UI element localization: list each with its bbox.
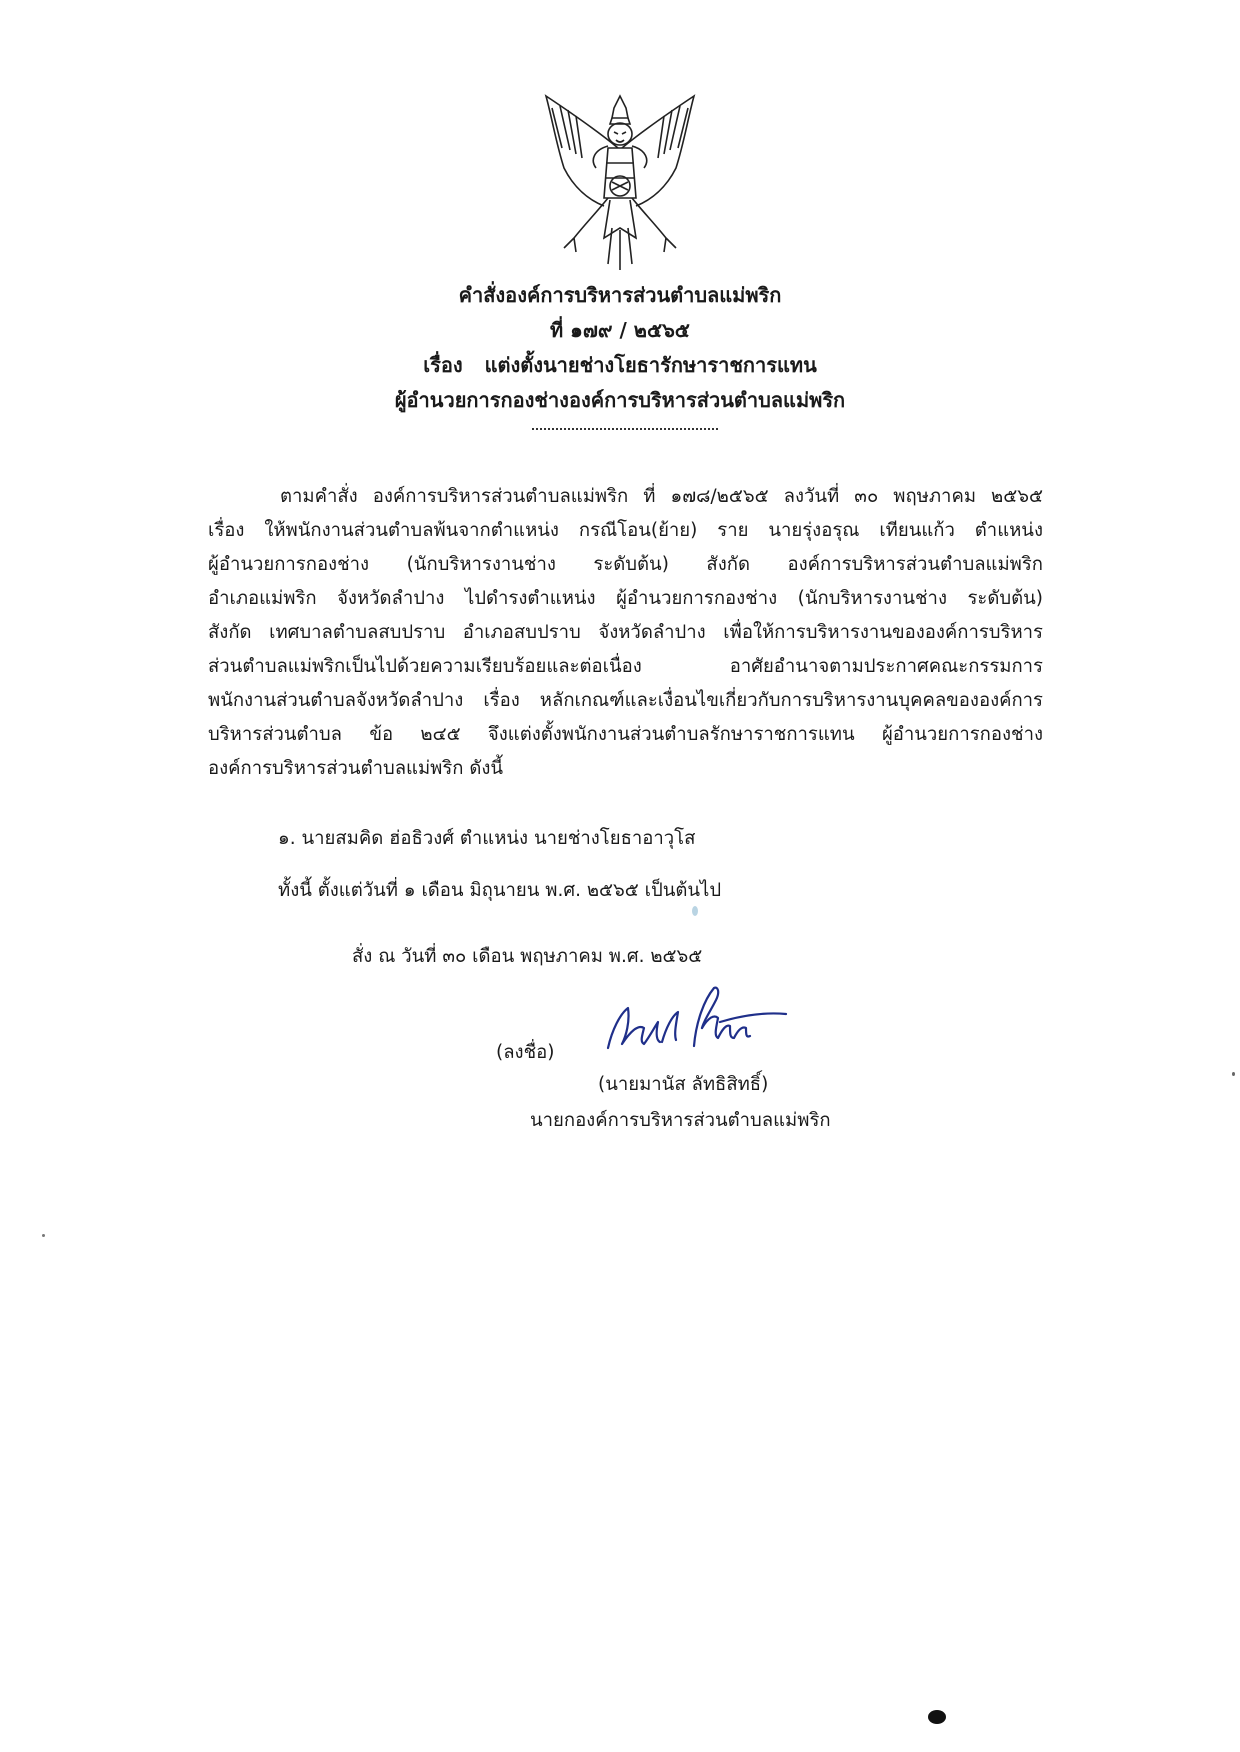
signer-title: นายกองค์การบริหารส่วนตำบลแม่พริก (530, 1110, 831, 1131)
body-line: ตามคำสั่ง องค์การบริหารส่วนตำบลแม่พริก ที่ ๑๗๘/๒๕๖๕ ลงวันที่ ๓๐ พฤษภาคม ๒๕๖๕ (280, 486, 1043, 507)
body-line: องค์การบริหารส่วนตำบลแม่พริก ดังนี้ (208, 758, 504, 779)
body-line: ผู้อำนวยการกองช่าง (นักบริหารงานช่าง ระดับต้น) สังกัด องค์การบริหารส่วนตำบลแม่พริก (208, 554, 1043, 575)
body-line: เรื่อง ให้พนักงานส่วนตำบลพ้นจากตำแหน่ง กรณีโอน(ย้าย) ราย นายรุ่งอรุณ เทียนแก้ว ตำแหน่ง (208, 520, 1043, 541)
order-subject (0, 353, 1240, 377)
order-date: สั่ง ณ วันที่ ๓๐ เดือน พฤษภาคม พ.ศ. ๒๕๖๕ (352, 946, 703, 967)
subject-label: เรื่อง (423, 353, 463, 377)
scan-speck (42, 1234, 45, 1237)
body-line: พนักงานส่วนตำบลจังหวัดลำปาง เรื่อง หลักเกณฑ์และเงื่อนไขเกี่ยวกับการบริหารงานบุคคลขององค์การ (208, 690, 1043, 711)
scan-speck (1232, 1072, 1235, 1076)
signer-name: (นายมานัส ลัทธิสิทธิ์) (598, 1074, 769, 1095)
body-line: บริหารส่วนตำบล ข้อ ๒๔๕ จึงแต่งตั้งพนักงานส่วนตำบลรักษาราชการแทน ผู้อำนวยการกองช่าง (208, 724, 1043, 745)
handwritten-signature (600, 978, 790, 1068)
garuda-emblem-icon (534, 88, 706, 276)
subject-line-2: ผู้อำนวยการกองช่างองค์การบริหารส่วนตำบลแม่พริก (394, 388, 846, 412)
scan-speck (928, 1710, 946, 1724)
scan-speck (692, 906, 698, 916)
signature-label: (ลงชื่อ) (496, 1042, 555, 1063)
order-body (208, 480, 1043, 786)
dotted-divider (532, 428, 718, 430)
subject-line-1: แต่งตั้งนายช่างโยธารักษาราชการแทน (484, 353, 817, 377)
order-title: คำสั่งองค์การบริหารส่วนตำบลแม่พริก (458, 283, 782, 307)
order-number: ที่ ๑๗๙ / ๒๕๖๕ (550, 318, 690, 342)
body-line: อำเภอแม่พริก จังหวัดลำปาง ไปดำรงตำแหน่ง ผู้อำนวยการกองช่าง (นักบริหารงานช่าง ระดับต้น) (208, 588, 1043, 609)
appointee-item: ๑. นายสมคิด ฮ่อธิวงศ์ ตำแหน่ง นายช่างโยธาอาวุโส (278, 828, 696, 849)
body-line: สังกัด เทศบาลตำบลสบปราบ อำเภอสบปราบ จังหวัดลำปาง เพื่อให้การบริหารงานขององค์การบริหาร (208, 622, 1043, 643)
effective-date: ทั้งนี้ ตั้งแต่วันที่ ๑ เดือน มิถุนายน พ.ศ. ๒๕๖๕ เป็นต้นไป (278, 880, 722, 901)
body-line: ส่วนตำบลแม่พริกเป็นไปด้วยความเรียบร้อยและต่อเนื่อง อาศัยอำนาจตามประกาศคณะกรรมการ (208, 656, 1043, 677)
